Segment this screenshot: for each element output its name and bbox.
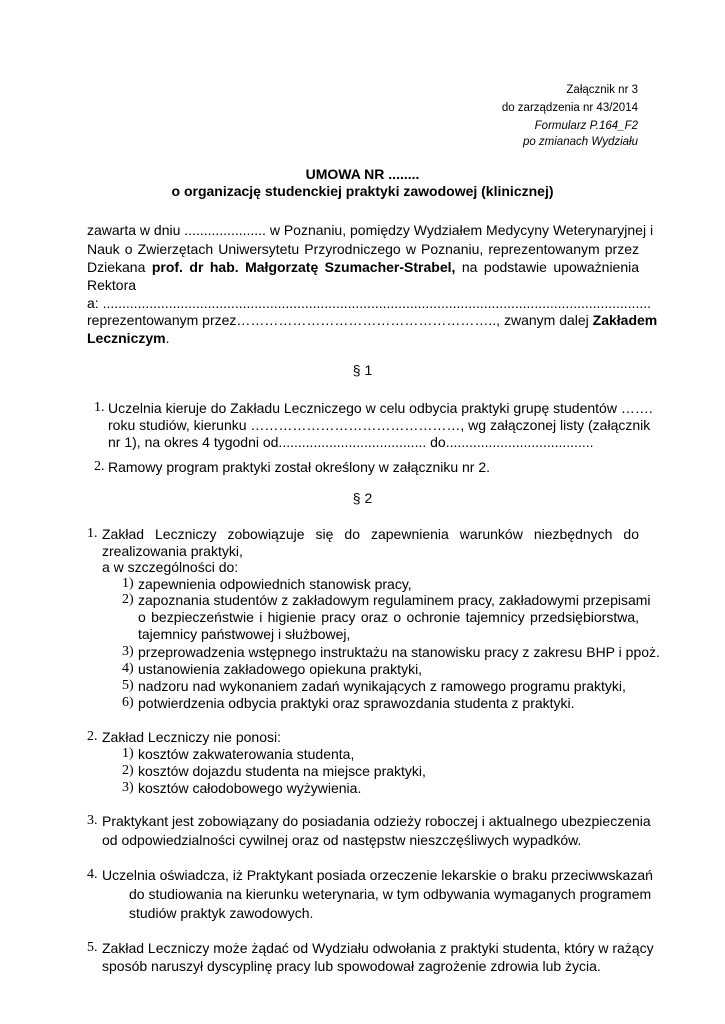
s1-item-2-text: Ramowy program praktyki został określony w załączniku nr 2. [108,459,491,475]
s1-item-1-line-3: nr 1), na okres 4 tygodni od...................................... do...................................... [108,434,594,450]
s2-p4-line-2: do studiowania na kierunku weterynaria, w tym odbywania wymaganych programem [129,886,652,902]
intro-line-6 [87,311,658,329]
s2-p4-line-3: studiów praktyk zawodowych. [129,905,314,921]
s2-p4-line-1: Uczelnia oświadcza, iż Praktykant posiada orzeczenie lekarskie o braku przeciwwskazań [102,867,653,883]
s2-p4-number: 4. [87,867,98,882]
contract-title: UMOWA NR ........ [305,166,420,182]
section-2-heading: § 2 [352,490,373,506]
s2-p1-sub-4-number: 4) [122,661,134,676]
form-code [535,120,638,132]
s2-p1-sub-1-number: 1) [122,576,134,591]
s2-p1-sub-4-text: ustanowienia zakładowego opiekuna praktyki, [138,661,423,677]
form-code-text: Formularz P.164_F2 [534,120,638,132]
authorization-text: na podstawie upoważnienia [461,259,640,275]
clinic-term-1: Zakładem [592,312,658,328]
section-1-heading: § 1 [352,362,373,378]
s2-p1-sub-3-text: przeprowadzenia wstępnego instruktażu na stanowisku pracy z zakresu BHP i ppoż. [138,644,660,660]
s1-item-1-line-2: roku studiów, kierunku ………………………………………, wg załączonej listy (załącznik [108,417,651,433]
s2-p5-line-2: sposób naruszył dyscyplinę pracy lub spowodował zagrożenie zdrowia lub życia. [102,958,601,974]
intro-line-4: Rektora [87,277,137,293]
intro-line-1: zawarta w dniu ..................... w Poznaniu, pomiędzy Wydziałem Medycyny Weterynaryjnej i [87,222,654,238]
s2-p3-line-1: Praktykant jest zobowiązany do posiadania odzieży roboczej i aktualnego ubezpieczenia [102,813,651,829]
s2-p3-line-2: od odpowiedzialności cywilnej oraz od następstw nieszczęśliwych wypadków. [102,832,582,848]
s2-p1-sub-6-number: 6) [122,695,134,710]
s1-item-1-number: 1. [94,400,105,415]
faculty-changes-text: po zmianach Wydziału [522,136,638,148]
s2-p1-sub-2-cont-1: o bezpieczeństwie i higienie pracy oraz o ochronie tajemnicy przedsiębiorstwa, [138,609,639,625]
s2-p1-sub-6-text: potwierdzenia odbycia praktyki oraz sprawozdania studenta z praktyki. [138,695,575,711]
contract-subtitle: o organizację studenckiej praktyki zawodowej (klinicznej) [171,183,554,199]
representative-text: reprezentowanym przez……………………………………………….., zwanym dalej [87,312,589,328]
s2-p2-sub-1-text: kosztów zakwaterowania studenta, [138,746,355,762]
s2-p2-sub-3-number: 3) [122,780,134,795]
s2-p2-number: 2. [87,729,98,744]
s2-p2-sub-2-text: kosztów dojazdu studenta na miejsce praktyki, [138,763,426,779]
s2-p1-sub-1-text: zapewnienia odpowiednich stanowisk pracy, [138,576,412,592]
s2-p5-number: 5. [87,940,98,955]
s2-p1-sub-2-number: 2) [122,592,134,607]
s2-p3-number: 3. [87,813,98,828]
intro-line-3 [87,258,639,276]
intro-line-5: a: ............................................................................................................................................. [87,295,652,311]
s2-p2-sub-3-text: kosztów całodobowego wyżywienia. [138,780,362,796]
s2-p1-sub-3-number: 3) [122,644,134,659]
s2-p1-line-3: a w szczególności do: [102,559,239,575]
s2-p5-line-1: Zakład Leczniczy może żądać od Wydziału odwołania z praktyki studenta, który w rażący [102,940,654,956]
s2-p2-line-1: Zakład Leczniczy nie ponosi: [102,729,281,745]
s1-item-2-number: 2. [94,459,105,474]
decree-reference: do zarządzenia nr 43/2014 [501,102,638,114]
dean-name: prof. dr hab. Małgorzatę Szumacher-Strabel, [151,259,456,275]
intro-period: . [165,330,170,346]
dean-label: Dziekana [87,259,146,275]
intro-line-7 [87,329,169,347]
s2-p1-sub-2-cont-2: tajemnicy państwowej i służbowej, [138,626,351,642]
s2-p2-sub-1-number: 1) [122,746,134,761]
annex-number: Załącznik nr 3 [566,84,638,96]
s2-p1-line-1: Zakład Leczniczy zobowiązuje się do zapewnienia warunków niezbędnych do [102,526,639,542]
s2-p2-sub-2-number: 2) [122,763,134,778]
intro-line-2: Nauk o Zwierzętach Uniwersytetu Przyrodniczego w Poznaniu, reprezentowanym przez [87,241,639,257]
s1-item-1-line-1: Uczelnia kieruje do Zakładu Leczniczego w celu odbycia praktyki grupę studentów ……. [108,400,653,416]
s2-p1-sub-5-text: nadzoru nad wykonaniem zadań wynikających z ramowego programu praktyki, [138,678,626,694]
s2-p1-number: 1. [87,526,98,541]
s2-p1-sub-5-number: 5) [122,678,134,693]
faculty-changes-note [523,136,638,148]
s2-p1-line-2: zrealizowania praktyki, [102,543,243,559]
s2-p1-sub-2-text: zapoznania studentów z zakładowym regulaminem pracy, zakładowymi przepisami [138,592,651,608]
clinic-term-2: Leczniczym [87,330,166,346]
